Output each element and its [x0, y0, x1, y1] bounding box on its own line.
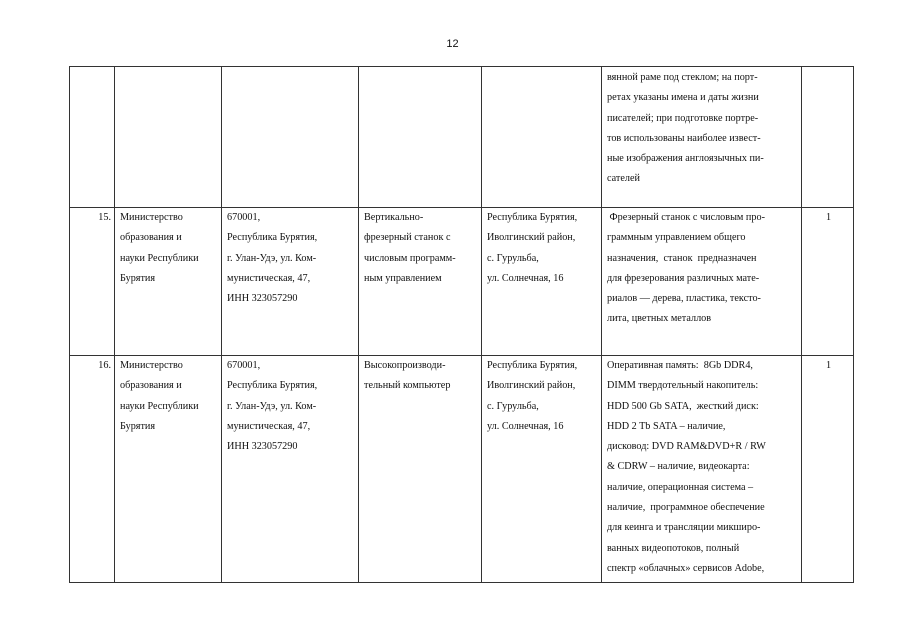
- description-line: ретах указаны имена и даты жизни: [607, 92, 759, 104]
- address-line: Республика Бурятия,: [227, 232, 318, 244]
- address-line: мунистическая, 47,: [227, 420, 311, 432]
- description-line: ванных видеопотоков, полный: [607, 542, 740, 554]
- location-line: Республика Бурятия,: [487, 212, 578, 223]
- location-line: Иволгинский район,: [487, 232, 576, 244]
- item-line: ным управлением: [364, 272, 442, 284]
- cell-address: [222, 208, 359, 356]
- owner-line: Министерство: [120, 212, 183, 223]
- description-line: DIMM твердотельный накопитель:: [607, 380, 759, 392]
- cell-location: [482, 208, 602, 356]
- owner-line: Бурятия: [120, 420, 156, 432]
- description-line: граммным управлением общего: [607, 232, 746, 244]
- address-line: г. Улан-Удэ, ул. Ком-: [227, 400, 317, 412]
- cell-location: [482, 67, 602, 208]
- description-line: сателей: [607, 173, 640, 185]
- equipment-table: [69, 66, 854, 583]
- item-line: Вертикально-: [364, 212, 424, 223]
- cell-number: [70, 67, 115, 208]
- table-row: [70, 208, 854, 356]
- address-line: 670001,: [227, 212, 261, 223]
- address-line: 670001,: [227, 360, 261, 371]
- owner-line: образования и: [120, 380, 182, 392]
- cell-description: [602, 67, 802, 208]
- owner-line: Министерство: [120, 360, 183, 371]
- description-line: вянной раме под стеклом; на порт-: [607, 72, 758, 83]
- address-line: Республика Бурятия,: [227, 380, 318, 392]
- owner-line: Бурятия: [120, 272, 156, 284]
- cell-owner: [115, 208, 222, 356]
- description-line: Фрезерный станок с числовым про-: [607, 212, 765, 223]
- location-line: Иволгинский район,: [487, 380, 576, 392]
- description-line: HDD 2 Tb SATA – наличие,: [607, 420, 726, 432]
- page-number: 12: [446, 38, 459, 50]
- cell-address: [222, 356, 359, 583]
- description-line: для кеинга и трансляции микширо-: [607, 522, 761, 534]
- description-line: & CDRW – наличие, видеокарта:: [607, 461, 750, 473]
- cell-quantity: 1: [802, 356, 854, 583]
- address-line: ИНН 323057290: [227, 293, 298, 305]
- cell-quantity: [802, 67, 854, 208]
- owner-line: науки Республики: [120, 400, 199, 412]
- address-line: г. Улан-Удэ, ул. Ком-: [227, 252, 317, 264]
- description-line: спектр «облачных» сервисов Adobe,: [607, 562, 765, 574]
- cell-number: 15.: [70, 208, 115, 356]
- description-line: дисковод: DVD RAM&DVD+R / RW: [607, 441, 766, 453]
- item-line: Высокопроизводи-: [364, 360, 446, 371]
- location-line: с. Гурульба,: [487, 252, 539, 264]
- description-line: Оперативная память: 8Gb DDR4,: [607, 360, 753, 371]
- table-row-continuation: [70, 67, 854, 208]
- description-line: лита, цветных металлов: [607, 313, 712, 325]
- description-line: тов использованы наиболее извест-: [607, 132, 761, 144]
- cell-location: [482, 356, 602, 583]
- item-line: тельный компьютер: [364, 380, 451, 392]
- description-line: ные изображения англоязычных пи-: [607, 153, 764, 165]
- cell-number: 16.: [70, 356, 115, 583]
- description-line: риалов — дерева, пластика, тексто-: [607, 293, 761, 305]
- address-line: мунистическая, 47,: [227, 272, 311, 284]
- description-line: HDD 500 Gb SATA, жесткий диск:: [607, 400, 759, 412]
- cell-address: [222, 67, 359, 208]
- item-line: фрезерный станок с: [364, 232, 451, 244]
- table-row: [70, 356, 854, 583]
- cell-description: [602, 208, 802, 356]
- cell-item: [359, 208, 482, 356]
- cell-owner: [115, 356, 222, 583]
- description-line: писателей; при подготовке портре-: [607, 112, 759, 124]
- location-line: ул. Солнечная, 16: [487, 420, 564, 432]
- cell-item: [359, 67, 482, 208]
- item-line: числовым программ-: [364, 252, 456, 264]
- description-line: наличие, программное обеспечение: [607, 502, 765, 514]
- cell-item: [359, 356, 482, 583]
- location-line: с. Гурульба,: [487, 400, 539, 412]
- location-line: Республика Бурятия,: [487, 360, 578, 371]
- description-line: для фрезерования различных мате-: [607, 272, 760, 284]
- cell-quantity: 1: [802, 208, 854, 356]
- cell-owner: [115, 67, 222, 208]
- cell-description: [602, 356, 802, 583]
- owner-line: науки Республики: [120, 252, 199, 264]
- location-line: ул. Солнечная, 16: [487, 272, 564, 284]
- description-line: наличие, операционная система –: [607, 481, 754, 493]
- address-line: ИНН 323057290: [227, 441, 298, 453]
- owner-line: образования и: [120, 232, 182, 244]
- description-line: назначения, станок предназначен: [607, 252, 757, 264]
